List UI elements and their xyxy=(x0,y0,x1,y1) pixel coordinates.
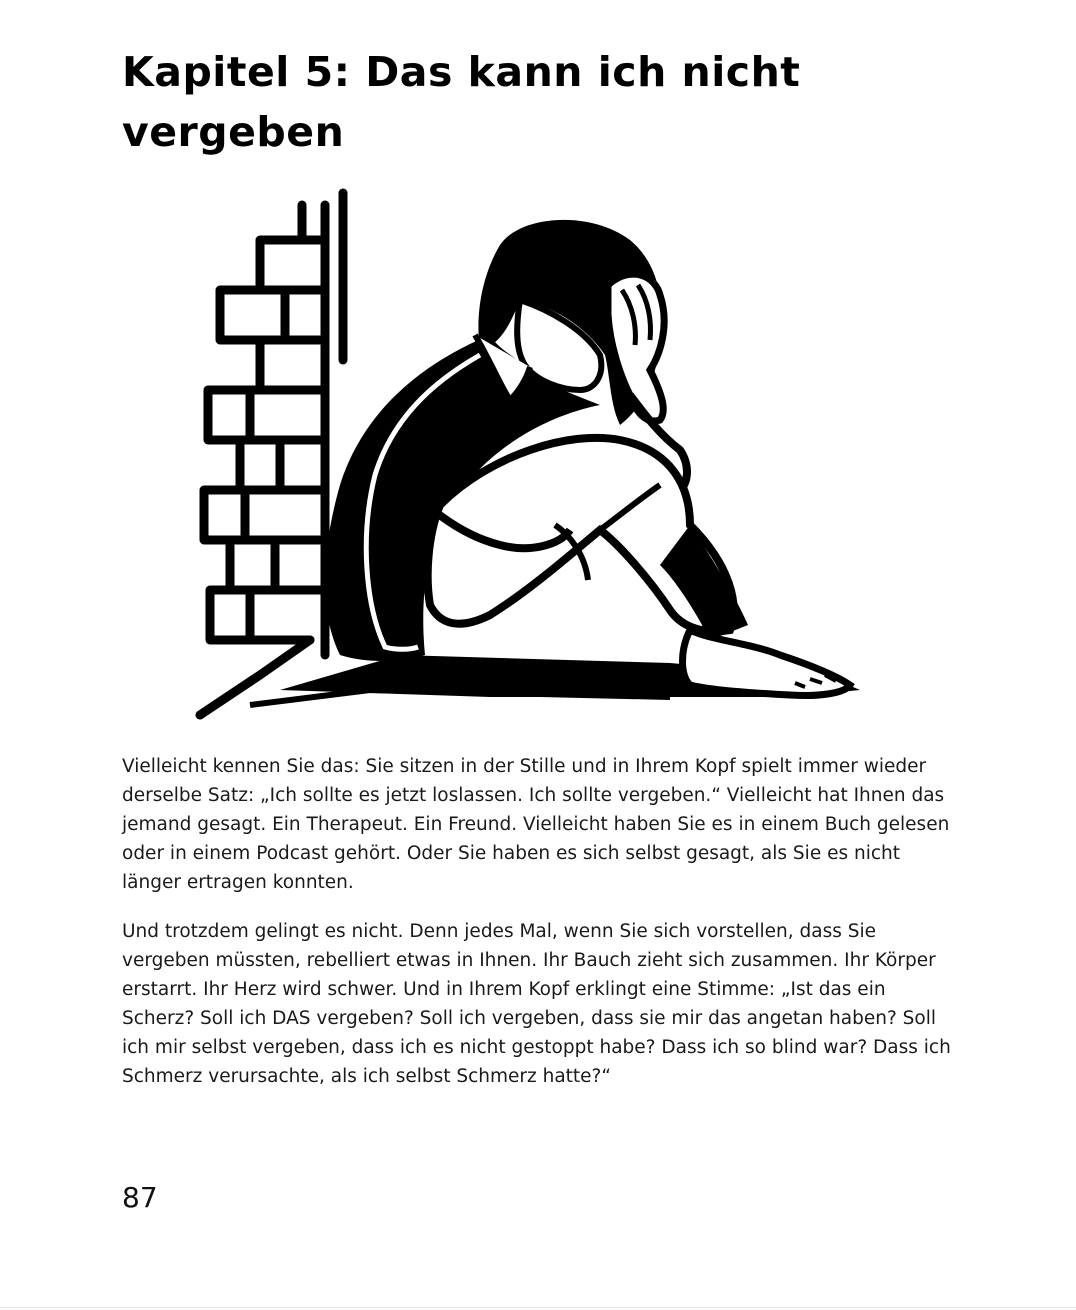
paragraph-1: Vielleicht kennen Sie das: Sie sitzen in der Stille und in Ihrem Kopf spielt immer wieder derselbe Satz: „Ich sollte es jetzt loslassen. Ich sollte vergeben.“ Vielleicht hat Ihnen das jemand gesagt. Ein Therapeut. Ein Freund. Vielleicht haben Sie es in einem Buch gelesen oder in einem Podcast gehört. Oder Sie haben es sich selbst gesagt, als Sie es nicht länger ertragen konnten. xyxy=(122,756,950,893)
paragraph-2: Und trotzdem gelingt es nicht. Denn jedes Mal, wenn Sie sich vorstellen, dass Sie vergeben müssten, rebelliert etwas in Ihnen. Ihr Bauch zieht sich zusammen. Ihr Körper erstarrt. Ihr Herz wird schwer. Und in Ihrem Kopf erklingt eine Stimme: „Ist das ein Scherz? Soll ich DAS vergeben? Soll ich vergeben, dass sie mir das angetan haben? Soll ich mir selbst vergeben, dass ich es nicht gestoppt habe? Dass ich so blind war? Dass ich Schmerz verursachte, als ich selbst Schmerz hatte?“ xyxy=(122,921,951,1087)
page-number: 87 xyxy=(122,1181,158,1214)
body-text xyxy=(122,752,962,1111)
chapter-title: Kapitel 5: Das kann ich nicht vergeben xyxy=(122,48,801,156)
sad-person-against-brick-wall-icon xyxy=(190,185,870,725)
brick-wall-icon xyxy=(200,193,343,715)
page-bottom-divider xyxy=(0,1307,1076,1308)
